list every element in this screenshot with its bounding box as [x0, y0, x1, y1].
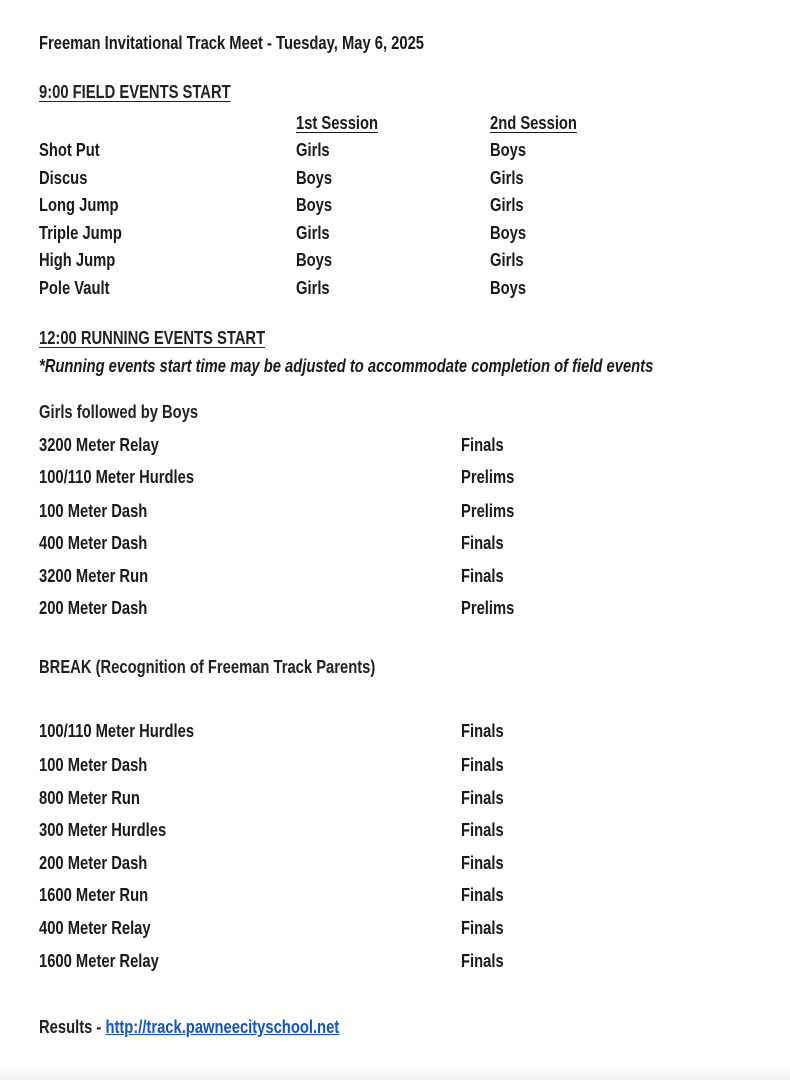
running-event-name: 1600 Meter Relay — [39, 951, 159, 971]
running-event-name: 400 Meter Dash — [39, 533, 148, 553]
running-event-name: 1600 Meter Run — [39, 885, 149, 905]
field-event-session2: Girls — [490, 168, 524, 188]
running-event-round: Finals — [461, 721, 504, 741]
running-event-name: 200 Meter Dash — [39, 598, 148, 618]
field-event-session1: Boys — [296, 168, 333, 188]
field-events-heading: 9:00 FIELD EVENTS START — [39, 82, 231, 102]
running-event-name: 100 Meter Dash — [39, 755, 148, 775]
running-events-heading: 12:00 RUNNING EVENTS START — [39, 328, 266, 348]
running-event-name: 100 Meter Dash — [39, 501, 148, 521]
field-event-name: Triple Jump — [39, 223, 122, 243]
running-event-round: Finals — [461, 435, 504, 455]
field-event-session1: Boys — [296, 250, 333, 270]
field-event-name: Discus — [39, 168, 88, 188]
running-event-round: Finals — [461, 885, 504, 905]
field-event-session1: Boys — [296, 195, 333, 215]
field-event-session2: Boys — [490, 278, 527, 298]
running-event-round: Finals — [461, 918, 504, 938]
results-label: Results - — [39, 1017, 106, 1037]
page-bottom-edge — [0, 1068, 790, 1080]
running-event-name: 100/110 Meter Hurdles — [39, 467, 195, 487]
running-event-name: 400 Meter Relay — [39, 918, 151, 938]
running-event-round: Prelims — [461, 467, 515, 487]
field-event-name: Long Jump — [39, 195, 119, 215]
running-event-round: Finals — [461, 566, 504, 586]
running-event-name: 300 Meter Hurdles — [39, 820, 167, 840]
break-label: BREAK (Recognition of Freeman Track Parents) — [39, 657, 376, 677]
session1-header: 1st Session — [296, 113, 379, 133]
running-order-label: Girls followed by Boys — [39, 402, 199, 422]
session2-header: 2nd Session — [490, 113, 577, 133]
page-title: Freeman Invitational Track Meet - Tuesday, May 6, 2025 — [39, 33, 425, 53]
field-event-session2: Boys — [490, 140, 527, 160]
running-event-round: Finals — [461, 755, 504, 775]
running-event-round: Prelims — [461, 598, 515, 618]
running-event-name: 200 Meter Dash — [39, 853, 148, 873]
field-event-name: Pole Vault — [39, 278, 110, 298]
running-events-note: *Running events start time may be adjusted to accommodate completion of field events — [39, 356, 654, 376]
results-link[interactable]: http://track.pawneecityschool.net — [105, 1017, 340, 1037]
field-event-session1: Girls — [296, 223, 330, 243]
field-event-session2: Girls — [490, 195, 524, 215]
field-event-name: High Jump — [39, 250, 116, 270]
running-event-round: Finals — [461, 820, 504, 840]
field-event-name: Shot Put — [39, 140, 100, 160]
running-event-round: Finals — [461, 533, 504, 553]
field-event-session1: Girls — [296, 278, 330, 298]
running-event-round: Prelims — [461, 501, 515, 521]
running-event-name: 100/110 Meter Hurdles — [39, 721, 195, 741]
results-line — [39, 1016, 339, 1038]
running-event-round: Finals — [461, 853, 504, 873]
field-event-session2: Boys — [490, 223, 527, 243]
field-event-session2: Girls — [490, 250, 524, 270]
running-event-round: Finals — [461, 788, 504, 808]
running-event-name: 3200 Meter Relay — [39, 435, 159, 455]
running-event-name: 800 Meter Run — [39, 788, 140, 808]
running-event-name: 3200 Meter Run — [39, 566, 149, 586]
field-event-session1: Girls — [296, 140, 330, 160]
running-event-round: Finals — [461, 951, 504, 971]
